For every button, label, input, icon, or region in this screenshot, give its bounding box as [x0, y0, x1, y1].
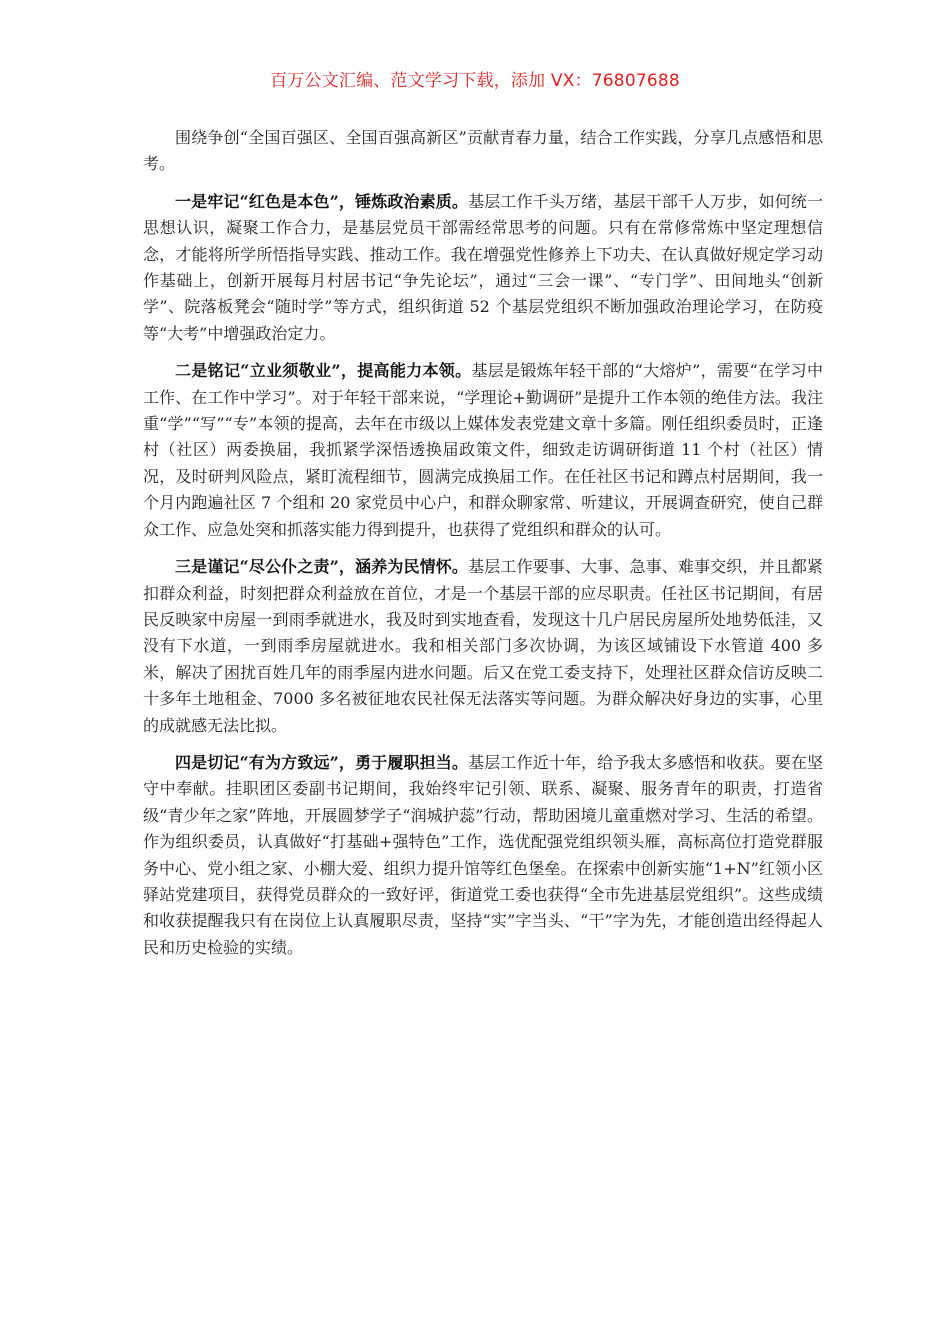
section-paragraph-2: [143, 358, 823, 543]
section-body-2: 基层是锻炼年轻干部的“大熔炉”，需要“在学习中工作、在工作中学习”。对于年轻干部来说，“学理论+勤调研”是提升工作本领的绝佳方法。我注重“学”“写”“专”本领的提高，去年在市级以上媒体发表党建文章十多篇。刚任组织委员时，正逢村（社区）两委换届，我抓紧学深悟透换届政策文件，细致走访调研街道 11 个村（社区）情况，及时研判风险点，紧盯流程细节，圆满完成换届工作。在任社区书记和蹲点村居期间，我一个月内跑遍社区 7 个组和 20 家党员中心户，和群众聊家常、听建议，开展调查研究，使自己群众工作、应急处突和抓落实能力得到提升，也获得了党组织和群众的认可。: [143, 361, 823, 539]
section-body-1: 基层工作千头万绪，基层干部千人万步，如何统一思想认识，凝聚工作合力，是基层党员干部需经常思考的问题。只有在常修常炼中坚定理想信念，才能将所学所悟指导实践、推动工作。我在增强党性修养上下功夫、在认真做好规定学习动作基础上，创新开展每月村居书记“争先论坛”，通过“三会一课”、“专门学”、田间地头“创新学”、院落板凳会“随时学”等方式，组织街道 52 个基层党组织不断加强政治理论学习，在防疫等“大考”中增强政治定力。: [143, 191, 823, 343]
section-heading-2: 二是铭记“立业须敬业”，提高能力本领。: [175, 361, 472, 381]
section-paragraph-3: [143, 554, 823, 739]
article-body: [143, 125, 823, 972]
section-heading-4: 四是切记“有为方致远”，勇于履职担当。: [175, 752, 469, 772]
section-body-4: 基层工作近十年，给予我太多感悟和收获。要在坚守中奉献。挂职团区委副书记期间，我始终牢记引领、联系、凝聚、服务青年的职责，打造省级“青少年之家”阵地，开展圆梦学子“润城护蕊”行动，帮助困境儿童重燃对学习、生活的希望。作为组织委员，认真做好“打基础+强特色”工作，选优配强党组织领头雁，高标高位打造党群服务中心、党小组之家、小棚大爱、组织力提升馆等红色堡垒。在探索中创新实施“1+N”红领小区驿站党建项目，获得党员群众的一致好评，街道党工委也获得“全市先进基层党组织”。这些成绩和收获提醒我只有在岗位上认真履职尽责，坚持“实”字当头、“干”字为先，才能创造出经得起人民和历史检验的实绩。: [143, 752, 823, 957]
section-heading-1: 一是牢记“红色是本色”，锤炼政治素质。: [175, 191, 469, 211]
section-paragraph-4: [143, 750, 823, 961]
section-body-3: 基层工作要事、大事、急事、难事交织，并且都紧扣群众利益，时刻把群众利益放在首位，才是一个基层干部的应尽职责。任社区书记期间，有居民反映家中房屋一到雨季就进水，我及时到实地查看，发现这十几户居民房屋所处地势低洼，又没有下水道，一到雨季房屋就进水。我和相关部门多次协调，为该区域铺设下水管道 400 多米，解决了困扰百姓几年的雨季屋内进水问题。后又在党工委支持下，处理社区群众信访反映二十多年土地租金、7000 多名被征地农民社保无法落实等问题。为群众解决好身边的实事，心里的成就感无法比拟。: [143, 557, 823, 735]
section-paragraph-1: [143, 189, 823, 347]
section-heading-3: 三是谨记“尽公仆之责”，涵养为民情怀。: [175, 557, 469, 577]
intro-paragraph: 围绕争创“全国百强区、全国百强高新区”贡献青春力量，结合工作实践，分享几点感悟和思考。: [143, 128, 823, 174]
watermark-banner: 百万公文汇编、范文学习下载，添加 VX：76807688: [270, 71, 680, 91]
